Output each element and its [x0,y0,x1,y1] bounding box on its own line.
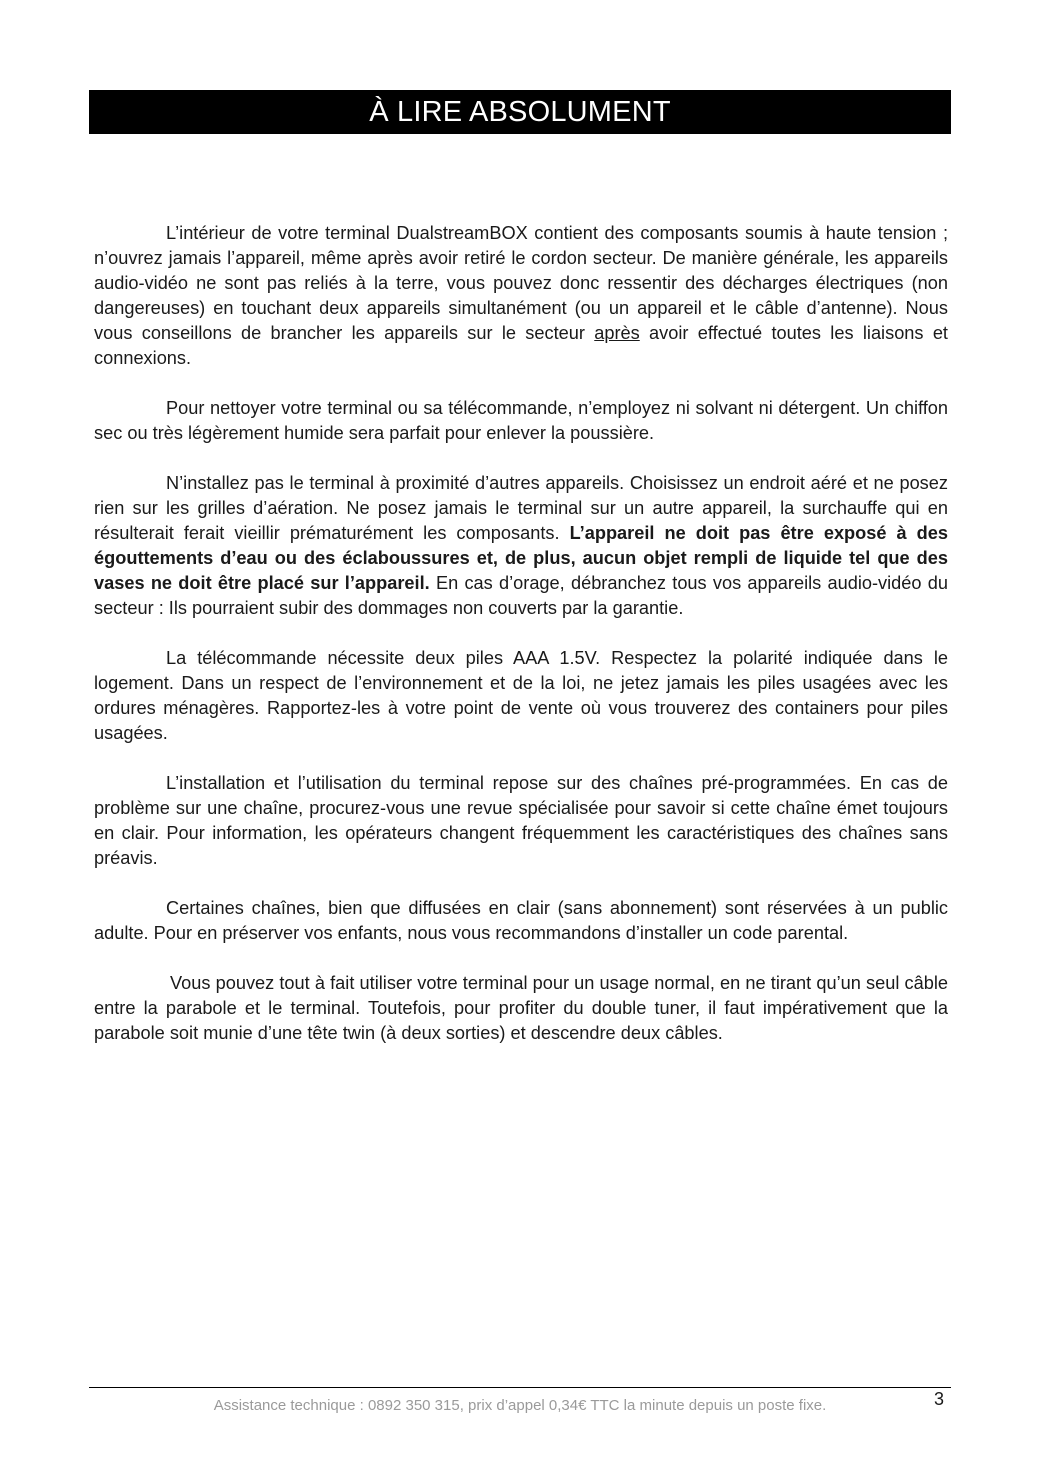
page-title: À LIRE ABSOLUMENT [89,90,951,134]
bold-warning: L’appareil ne doit pas être exposé à des égouttements d’eau ou des éclaboussures et, de plus, aucun objet rempli de liquide tel que des vases ne doit être placé sur l’appareil. [94,523,948,593]
paragraph-parental: Certaines chaînes, bien que diffusées en clair (sans abonnement) sont réservées à un public adulte. Pour en préserver vos enfants, nous vous recommandons d’installer un code parental. [94,898,948,943]
footer-divider [89,1387,951,1388]
paragraph-dish: Vous pouvez tout à fait utiliser votre terminal pour un usage normal, en ne tirant qu’un seul câble entre la parabole et le terminal. Toutefois, pour profiter du double tuner, il faut impérativement que la parabole soit munie d’une tête twin (à deux sorties) et descendre deux câbles. [94,973,948,1043]
paragraph-text: avoir effectué toutes les liaisons et connexions. [94,323,948,368]
page-number: 3 [934,1389,945,1409]
paragraph-batteries: La télécommande nécessite deux piles AAA 1.5V. Respectez la polarité indiquée dans le logement. Dans un respect de l’environnement et de la loi, ne jetez jamais les piles usagées avec les ordures ménagères. Rapportez-les à votre point de vente où vous trouverez des containers pour piles usagées. [94,648,948,743]
paragraph-text: En cas d’orage, débranchez tous vos appareils audio-vidéo du secteur : Ils pourraient subir des dommages non couverts par la garantie. [94,573,949,618]
underlined-word: après [594,323,640,343]
paragraph-safety-voltage [94,221,948,371]
paragraph-channels: L’installation et l’utilisation du terminal repose sur des chaînes pré-programmées. En cas de problème sur une chaîne, procurez-vous une revue spécialisée pour savoir si cette chaîne émet toujours en clair. Pour information, les opérateurs changent fréquemment les caractéristiques des chaînes sans préavis. [94,773,948,868]
paragraph-installation [94,471,948,621]
paragraph-text: L’intérieur de votre terminal DualstreamBOX contient des composants soumis à haute tension ; n’ouvrez jamais l’appareil, même après avoir retiré le cordon secteur. De manière générale, les appareils audio-vidéo ne sont pas reliés à la terre, vous pouvez donc ressentir des décharges électriques (non dangereuses) en touchant deux appareils simultanément (ou un appareil et le câble d’antenne). Nous vous conseillons de brancher les appareils sur le secteur [94,223,948,343]
footer-support-text: Assistance technique : 0892 350 315, prix d’appel 0,34€ TTC la minute depuis un poste fixe. [213,1397,827,1414]
paragraph-text: N’installez pas le terminal à proximité d’autres appareils. Choisissez un endroit aéré et ne posez rien sur les grilles d’aération. Ne posez jamais le terminal sur un autre appareil, la surchauffe qui en résulterait ferait vieillir prématurément les composants. [94,473,948,543]
document-body [94,221,948,1046]
paragraph-cleaning: Pour nettoyer votre terminal ou sa télécommande, n’employez ni solvant ni détergent. Un chiffon sec ou très légèrement humide sera parfait pour enlever la poussière. [94,398,948,443]
